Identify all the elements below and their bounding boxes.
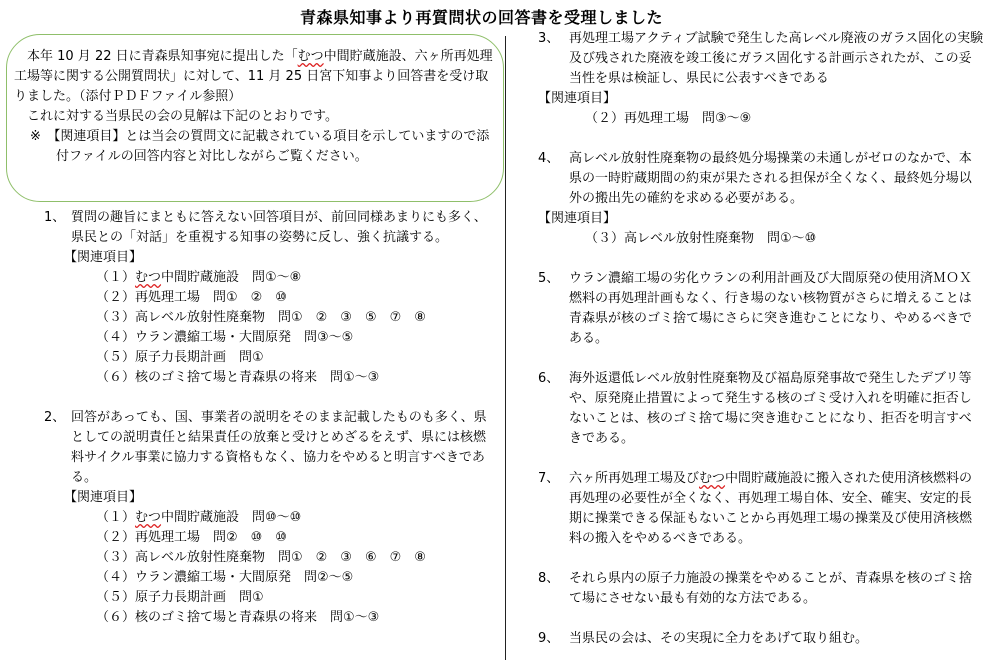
left-column: [44, 208, 494, 648]
page-title: 青森県知事より再質問状の回答書を受理しました: [300, 8, 664, 27]
list-item: [538, 629, 984, 649]
related-label: 【関連項目】: [64, 250, 143, 265]
related-item: （４）ウラン濃縮工場・大間原発 問②～⑤: [96, 570, 354, 585]
intro-paragraph: 本年 10 月 22 日に青森県知事宛に提出した「むつ中間貯蔵施設、六ヶ所再処理工場等に関する公開質問状」に対して、11 月 25 日宮下知事より回答書を受け取りました。（添付ＰＤＦファイル参照）: [14, 49, 493, 104]
related-item: （３）高レベル放射性廃棄物 問① ② ③ ⑤ ⑦ ⑧: [96, 310, 426, 325]
item-number: 4、: [538, 151, 560, 166]
list-item: [538, 369, 984, 449]
related-item: （６）核のゴミ捨て場と青森県の将来 問①～③: [96, 610, 380, 625]
intro-text: [14, 47, 500, 167]
spellcheck-underline: むつ: [135, 270, 162, 285]
related-item: （２）再処理工場 問① ② ⑩: [96, 290, 287, 305]
intro-note: ※ 【関連項目】とは当会の質問文に記載されている項目を示していますので添付ファイルの回答内容と対比しながらご覧ください。: [30, 129, 490, 164]
item-number: 1、: [44, 210, 66, 225]
item-text: 再処理工場アクティブ試験で発生した高レベル廃液のガラス固化の実験及び残された廃液を竣工後にガラス固化する計画示されたが、この妥当性を県は検証し、県民に公表すべきである: [569, 31, 984, 86]
item-number: 9、: [538, 631, 560, 646]
item-number: 8、: [538, 571, 560, 586]
column-divider: [505, 36, 506, 660]
item-number: 5、: [538, 271, 560, 286]
item-number: 6、: [538, 371, 560, 386]
item-text: 質問の趣旨にまともに答えない回答項目が、前回同様あまりにも多く、県民との「対話」を重視する知事の姿勢に反し、強く抗議する。: [71, 210, 487, 245]
related-item: （５）原子力長期計画 問①: [96, 350, 264, 365]
related-label: 【関連項目】: [538, 91, 617, 106]
related-item: （６）核のゴミ捨て場と青森県の将来 問①～③: [96, 370, 380, 385]
related-item: （４）ウラン濃縮工場・大間原発 問③～⑤: [96, 330, 354, 345]
item-text: それら県内の原子力施設の操業をやめることが、青森県を核のゴミ捨て場にさせない最も有効的な方法である。: [569, 571, 973, 606]
spellcheck-underline: むつ: [135, 510, 162, 525]
item-text: ウラン濃縮工場の劣化ウランの利用計画及び大間原発の使用済ＭＯＸ燃料の再処理計画もなく、行き場のない核物質がさらに増えることは青森県が核のゴミ捨て場にさらに突き進むことになり、やめるべきである。: [569, 271, 973, 346]
item-text: 回答があっても、国、事業者の説明をそのまま記載したものも多く、県としての説明責任と結果責任の放棄と受けとめざるをえず、県には核燃料サイクル事業に協力する資格もなく、協力をやめると明言すべきである。: [71, 410, 487, 485]
right-column: [538, 29, 984, 669]
item-text: 当県民の会は、その実現に全力をあげて取り組む。: [569, 631, 869, 646]
item-number: 7、: [538, 471, 560, 486]
spellcheck-underline: むつ: [297, 49, 324, 64]
item-number: 3、: [538, 31, 560, 46]
related-label: 【関連項目】: [64, 490, 143, 505]
related-item: （２）再処理工場 問② ⑩ ⑩: [96, 530, 287, 545]
list-item: [538, 469, 984, 549]
list-item: [44, 408, 494, 628]
list-item: [538, 149, 984, 249]
list-item: [44, 208, 494, 388]
related-item: （３）高レベル放射性廃棄物 問①～⑩: [585, 231, 817, 246]
related-item: （３）高レベル放射性廃棄物 問① ② ③ ⑥ ⑦ ⑧: [96, 550, 426, 565]
spellcheck-underline: むつ: [699, 471, 726, 486]
intro-paragraph-2: これに対する当県民の会の見解は下記のとおりです。: [27, 109, 338, 124]
related-item: （１）むつ中間貯蔵施設 問⑩～⑩: [96, 510, 302, 525]
item-text: 高レベル放射性廃棄物の最終処分場操業の未通しがゼロのなかで、本県の一時貯蔵期間の約束が果たされる担保が全くなく、最終処分場以外の搬出先の確約を求める必要がある。: [569, 151, 972, 206]
item-number: 2、: [44, 410, 66, 425]
item-text: 海外返還低レベル放射性廃棄物及び福島原発事故で発生したデブリ等や、原発廃止措置によって発生する核のゴミ受け入れを明確に拒否しないことは、核のゴミ捨て場に突き進むことになり、拒否を明言すべきである。: [569, 371, 972, 446]
item-text: 六ヶ所再処理工場及びむつ中間貯蔵施設に搬入された使用済核燃料の再処理の必要性が全くなく、再処理工場自体、安全、確実、安定的長期に操業できる保証もないことから再処理工場の操業及び使用済核燃料の搬入をやめるべきである。: [569, 471, 973, 546]
list-item: [538, 269, 984, 349]
list-item: [538, 29, 984, 129]
related-item: （２）再処理工場 問③～⑨: [585, 111, 752, 126]
related-label: 【関連項目】: [538, 211, 617, 226]
related-item: （１）むつ中間貯蔵施設 問①～⑧: [96, 270, 302, 285]
list-item: [538, 569, 984, 609]
related-item: （５）原子力長期計画 問①: [96, 590, 264, 605]
